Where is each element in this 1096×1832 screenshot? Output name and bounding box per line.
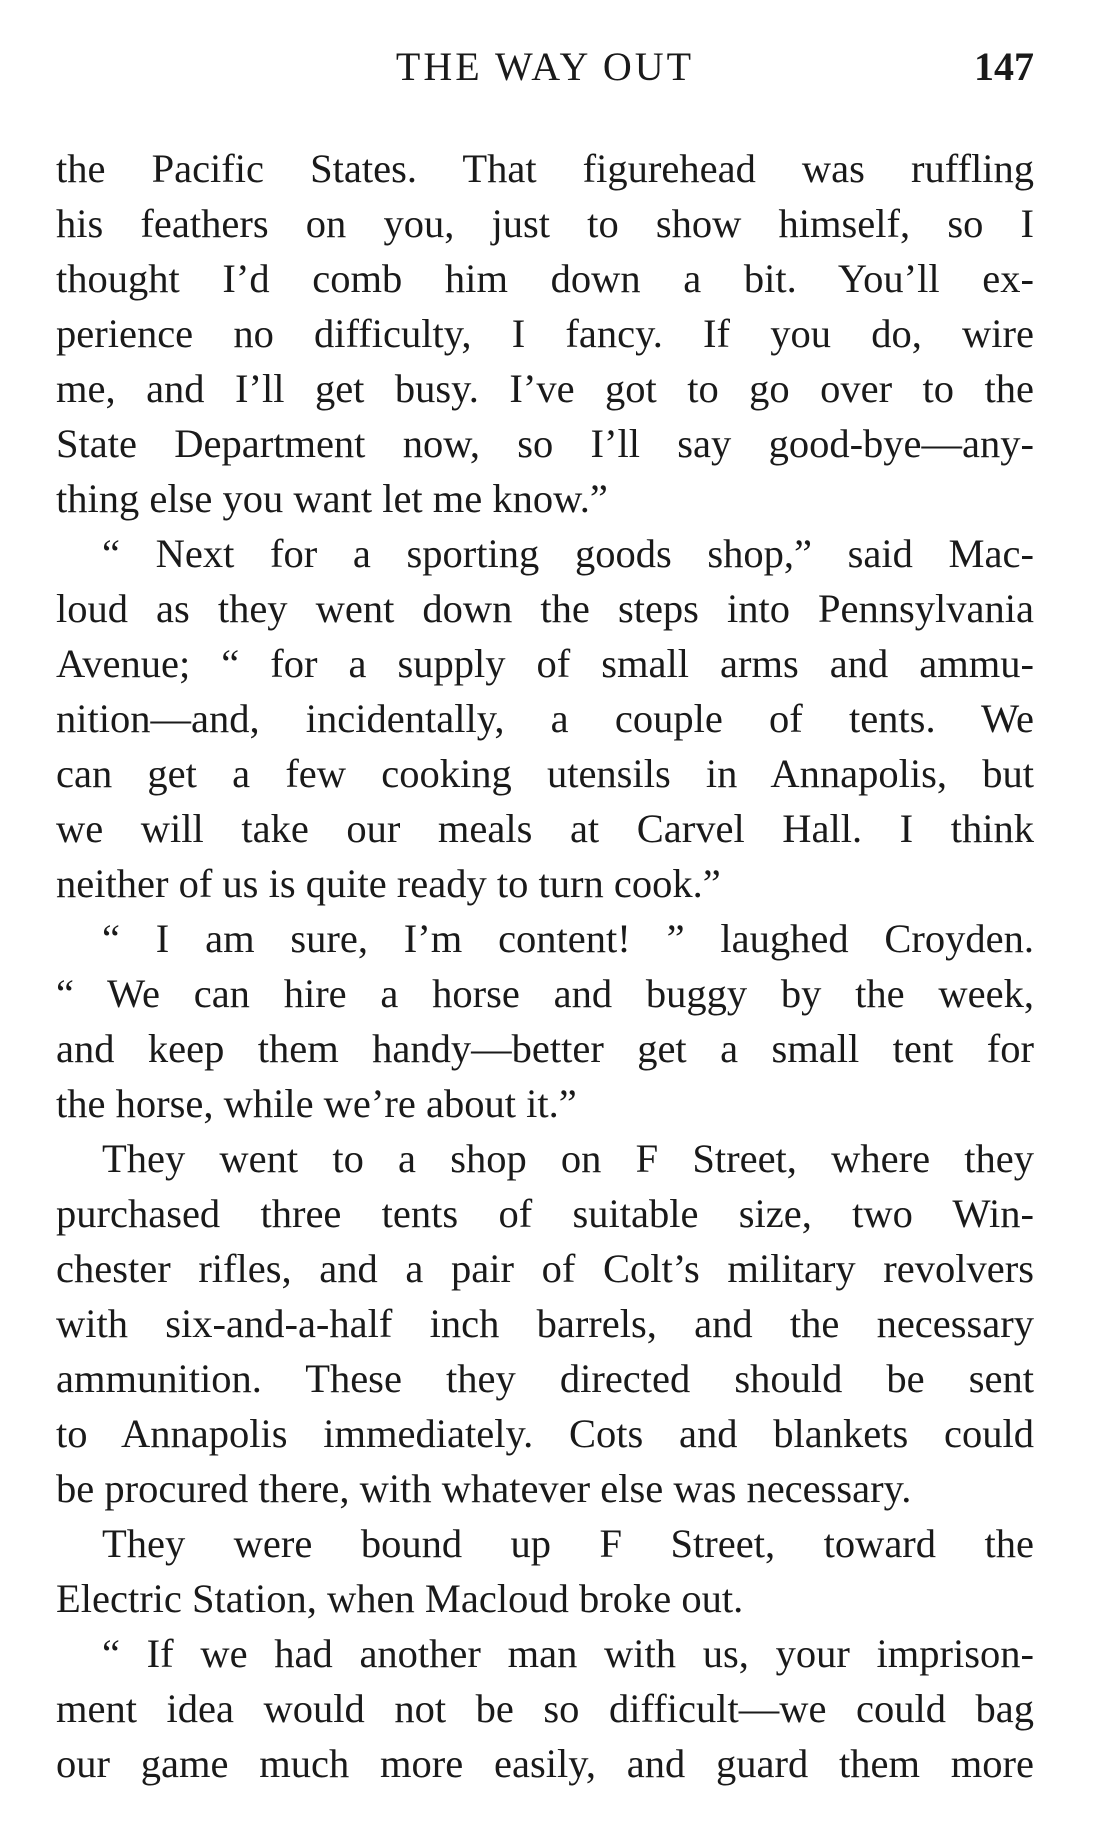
running-head [56,42,1034,92]
text-line: can get a few cooking utensils in Annapolis, but [56,751,1034,796]
text-line: “ If we had another man with us, your imprison- [102,1631,1034,1676]
text-line: his feathers on you, just to show himself, so I [56,201,1034,246]
text-line: loud as they went down the steps into Pennsylvania [56,586,1034,631]
text-line: nition—and, incidentally, a couple of tents. We [56,696,1034,741]
text-line: we will take our meals at Carvel Hall. I think [56,806,1034,851]
paragraph [56,141,1034,526]
running-title: THE WAY OUT [395,44,695,89]
text-line: “ We can hire a horse and buggy by the week, [56,971,1034,1016]
text-line: ment idea would not be so difficult—we could bag [56,1686,1034,1731]
body-text [56,141,1034,1791]
text-line: the Pacific States. That figurehead was ruffling [56,146,1034,191]
text-line: to Annapolis immediately. Cots and blankets could [56,1411,1034,1456]
paragraph [56,1626,1034,1791]
text-line: They were bound up F Street, toward the [102,1521,1034,1566]
paragraph [56,1516,1034,1626]
text-line: Electric Station, when Macloud broke out. [56,1576,744,1621]
paragraph [56,1131,1034,1516]
text-line: State Department now, so I’ll say good-bye—any- [56,421,1034,466]
text-line: the horse, while we’re about it.” [56,1081,577,1126]
text-line: and keep them handy—better get a small tent for [56,1026,1034,1071]
page-number: 147 [974,44,1034,89]
text-line: be procured there, with whatever else was necessary. [56,1466,912,1511]
text-line: neither of us is quite ready to turn cook.” [56,861,721,906]
text-line: thing else you want let me know.” [56,476,608,521]
text-line: They went to a shop on F Street, where they [102,1136,1034,1181]
paragraph [56,911,1034,1131]
text-line: purchased three tents of suitable size, two Win- [56,1191,1034,1236]
text-line: Avenue; “ for a supply of small arms and ammu- [56,641,1034,686]
text-line: perience no difficulty, I fancy. If you do, wire [56,311,1034,356]
text-line: “ Next for a sporting goods shop,” said Mac- [102,531,1034,576]
text-line: our game much more easily, and guard them more [56,1741,1034,1786]
text-line: me, and I’ll get busy. I’ve got to go over to the [56,366,1034,411]
paragraph [56,526,1034,911]
text-line: ammunition. These they directed should be sent [56,1356,1034,1401]
text-line: thought I’d comb him down a bit. You’ll ex- [56,256,1034,301]
text-line: with six-and-a-half inch barrels, and the necessary [56,1301,1034,1346]
text-line: “ I am sure, I’m content! ” laughed Croyden. [102,916,1034,961]
text-line: chester rifles, and a pair of Colt’s military revolvers [56,1246,1034,1291]
